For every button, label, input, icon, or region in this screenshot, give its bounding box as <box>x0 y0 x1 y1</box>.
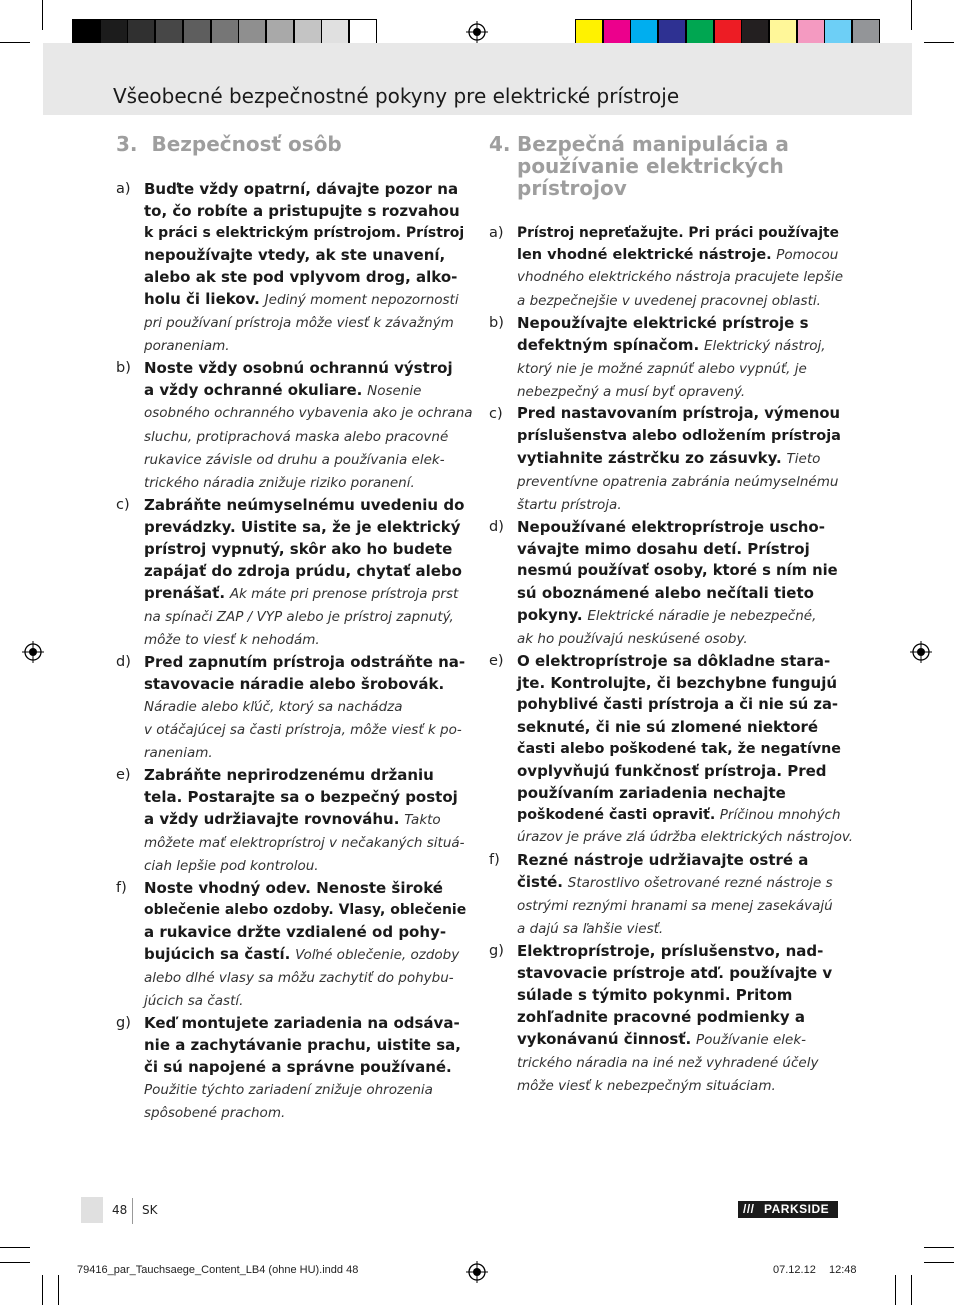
italic-text: Príčinou mnohých <box>719 807 841 823</box>
list-item-label: d) <box>489 519 504 535</box>
text-line <box>144 448 466 471</box>
bold-text: Noste vhodný odev. Nenoste široké <box>144 879 443 897</box>
list-item <box>489 650 854 849</box>
italic-text: Používanie elek- <box>696 1032 807 1048</box>
list-item <box>116 651 466 764</box>
registration-mark-icon <box>466 21 488 43</box>
text-line <box>144 605 466 628</box>
bold-text: Zabráňte neprirodzenému držaniu <box>144 766 434 784</box>
italic-text: ak ho používajú neskúsené osoby. <box>517 631 748 647</box>
bold-text: nie a zachytávanie prachu, uistite sa, <box>144 1036 461 1054</box>
italic-text: vhodného elektrického nástroja pracujete lepšie <box>517 269 844 285</box>
bold-text: Rezné nástroje udržiavajte ostré a <box>517 851 809 869</box>
list-item <box>489 516 841 650</box>
section-3-list <box>116 178 473 1124</box>
bold-text: Keď montujete zariadenia na odsáva- <box>144 1014 460 1032</box>
crop-mark <box>911 0 912 30</box>
italic-text: Starostlivo ošetrované rezné nástroje s <box>567 875 833 891</box>
crop-mark <box>42 0 43 30</box>
text-line <box>144 266 466 288</box>
text-line <box>144 1101 466 1124</box>
text-line <box>144 1012 466 1034</box>
bold-text: súlade s týmito pokynmi. Pritom <box>517 986 793 1004</box>
page-number-tab <box>81 1197 103 1223</box>
logo-slashes: /// <box>743 1202 755 1216</box>
text-line <box>517 244 841 266</box>
text-line <box>144 582 466 605</box>
bold-text: sú oboznámené alebo nečítali tieto <box>517 584 814 602</box>
italic-text: a bezpečnejšie v uvedenej pracovnej oblasti. <box>517 293 821 309</box>
italic-text: úrazov je práve zlá údržba elektrických nástrojov. <box>517 829 854 845</box>
text-line <box>144 494 466 516</box>
bold-text: tela. Postarajte sa o bezpečný postoj <box>144 788 458 806</box>
text-line <box>144 921 466 943</box>
italic-text: trického náradia znižuje riziko poranení. <box>144 475 415 491</box>
bold-text: príslušenstva alebo odložením prístroja <box>517 428 841 444</box>
bold-text: vávajte mimo dosahu detí. Prístroj <box>517 540 810 558</box>
text-line <box>144 379 466 402</box>
italic-text: ostrými reznými hranami sa menej zasekávajú <box>517 898 833 914</box>
bold-text: seknuté, či nie sú zlomené niektoré <box>517 718 819 736</box>
text-line <box>517 312 841 334</box>
text-line <box>517 871 841 894</box>
text-line <box>144 178 466 200</box>
bold-text: nepoužívajte vtedy, ak ste unavení, <box>144 246 446 264</box>
text-line <box>144 471 466 494</box>
list-item <box>116 178 466 357</box>
list-item <box>116 1012 466 1124</box>
italic-text: rukavice závisle od druhu a používania elek- <box>144 452 445 468</box>
text-line <box>144 808 466 831</box>
bold-text: nesmú používať osoby, ktoré s ním nie <box>517 562 838 579</box>
bold-text: k práci s elektrickým prístrojom. Prístroj <box>144 225 465 241</box>
italic-text: štartu prístroja. <box>517 497 622 513</box>
italic-text: raneniam. <box>144 745 213 761</box>
text-line <box>144 943 466 966</box>
list-item-label: c) <box>489 406 503 422</box>
italic-text: Ak máte pri prenose prístroja prst <box>229 586 459 602</box>
text-line <box>517 716 841 738</box>
text-line <box>517 357 841 380</box>
crop-mark <box>911 1275 912 1305</box>
italic-text: preventívne opatrenia zabránia neúmyselnému <box>517 474 839 490</box>
text-line <box>517 334 841 357</box>
text-line <box>517 560 841 582</box>
text-line <box>517 1074 841 1097</box>
bold-text: Buďte vždy opatrní, dávajte pozor na <box>144 180 459 198</box>
brand-logo <box>738 1201 838 1218</box>
list-item <box>489 312 841 403</box>
italic-text: trického náradia na iné než vyhradené účely <box>517 1055 819 1071</box>
slug-time: 12:48 <box>829 1264 857 1276</box>
bold-text: prístroj vypnutý, skôr ako ho budete <box>144 540 453 558</box>
bold-text: Nepoužívajte elektrické prístroje s <box>517 314 809 332</box>
text-line <box>517 1028 841 1051</box>
text-line <box>517 425 841 447</box>
text-line <box>517 604 841 627</box>
logo-text: PARKSIDE <box>764 1202 830 1216</box>
bold-text: pokyny. <box>517 606 583 624</box>
page-number: 48 <box>112 1203 128 1217</box>
list-item <box>116 764 466 877</box>
text-line <box>144 628 466 651</box>
bold-text: O elektroprístroje sa dôkladne stara- <box>517 652 831 670</box>
bold-text: Pred zapnutím prístroja odstráňte na- <box>144 653 466 671</box>
text-line <box>517 222 841 244</box>
bold-text: holu či liekov. <box>144 290 260 308</box>
crop-mark <box>924 1247 954 1248</box>
italic-text: alebo dlhé vlasy sa môžu zachytiť do pohybu- <box>144 970 454 986</box>
italic-text: môžete mať elektroprístroj v nečakaných situá- <box>144 835 465 851</box>
section-title-line: prístrojov <box>517 176 627 200</box>
italic-text: Použitie týchto zariadení znižuje ohrozenia <box>144 1082 433 1098</box>
list-item-label: g) <box>489 943 504 959</box>
list-item-label: f) <box>116 880 127 896</box>
registration-mark-icon <box>22 641 44 663</box>
bold-text: vykonávanú činnosť. <box>517 1030 692 1048</box>
section-title-line: Bezpečná manipulácia a <box>517 132 789 156</box>
text-line <box>517 1051 841 1074</box>
list-item-label: e) <box>116 767 131 783</box>
bold-text: časti alebo poškodené tak, že negatívne <box>517 741 841 757</box>
text-line <box>517 672 841 694</box>
bold-text: Nepoužívané elektroprístroje uscho- <box>517 518 825 536</box>
bold-text: alebo ak ste pod vplyvom drog, alko- <box>144 268 458 286</box>
text-line <box>144 877 466 899</box>
text-line <box>144 516 466 538</box>
bold-text: vytiahnite zástrčku zo zásuvky. <box>517 449 782 467</box>
bold-text: len vhodné elektrické nástroje. <box>517 247 772 263</box>
crop-mark <box>895 1275 896 1305</box>
italic-text: Náradie alebo kľúč, ktorý sa nachádza <box>144 699 403 715</box>
page-title: Všeobecné bezpečnostné pokyny pre elektrické prístroje <box>113 84 680 108</box>
italic-text: nebezpečný a musí byť opravený. <box>517 384 746 400</box>
text-line <box>144 311 466 334</box>
bold-text: čisté. <box>517 873 564 891</box>
text-line <box>517 493 841 516</box>
text-line <box>144 718 466 741</box>
crop-mark <box>924 1262 954 1263</box>
text-line <box>517 694 841 716</box>
list-item <box>116 494 466 651</box>
crop-mark <box>0 42 30 43</box>
text-line <box>517 650 841 672</box>
language-code: SK <box>142 1203 158 1217</box>
bold-text: používaním zariadenia nechajte <box>517 784 786 802</box>
italic-text: Nosenie <box>367 383 422 399</box>
text-line <box>517 849 841 871</box>
bold-text: Zabráňte neúmyselnému uvedeniu do <box>144 496 465 514</box>
section-number: 3. <box>116 132 138 156</box>
text-line <box>144 1034 466 1056</box>
bold-text: prenášať. <box>144 584 226 602</box>
text-line <box>517 627 841 650</box>
text-line <box>517 1006 841 1028</box>
text-line <box>517 894 841 917</box>
section-4-list <box>489 222 854 1097</box>
bold-text: zohľadnite pracovné podmienky a <box>517 1008 805 1026</box>
text-line <box>144 334 466 357</box>
registration-mark-icon <box>910 641 932 663</box>
bold-text: zapájať do zdroja prúdu, chytať alebo <box>144 562 462 580</box>
text-line <box>517 470 841 493</box>
text-line <box>517 538 841 560</box>
text-line <box>144 357 466 379</box>
bold-text: Noste vždy osobnú ochrannú výstroj <box>144 359 453 377</box>
italic-text: ktorý nie je možné zapnúť alebo vypnúť, je <box>517 361 807 377</box>
italic-text: osobného ochranného vybavenia ako je ochrana <box>144 405 473 421</box>
italic-text: poraneniam. <box>144 338 230 354</box>
text-line <box>144 402 473 425</box>
bold-text: Prístroj nepreťažujte. Pri práci používajte <box>517 225 839 241</box>
text-line <box>517 380 841 403</box>
italic-text: Elektrické náradie je nebezpečné, <box>587 608 817 624</box>
text-line <box>144 899 466 921</box>
list-item-label: b) <box>489 315 504 331</box>
italic-text: spôsobené prachom. <box>144 1105 286 1121</box>
text-line <box>144 695 466 718</box>
bold-text: prevádzky. Uistite sa, že je elektrický <box>144 518 461 536</box>
italic-text: júcich sa častí. <box>144 993 244 1009</box>
italic-text: Elektrický nástroj, <box>703 338 826 354</box>
bold-text: to, čo robíte a pristupujte s rozvahou <box>144 202 460 220</box>
list-item-label: e) <box>489 653 504 669</box>
slug-filename: 79416_par_Tauchsaege_Content_LB4 (ohne HU).indd 48 <box>77 1264 359 1276</box>
italic-text: Takto <box>404 812 441 828</box>
crop-mark <box>0 1262 30 1263</box>
text-line <box>144 831 466 854</box>
bold-text: jte. Kontrolujte, či bezchybne fungujú <box>517 674 838 692</box>
text-line <box>144 200 466 222</box>
section-title: Bezpečnosť osôb <box>151 132 342 156</box>
bold-text: stavovacie prístroje atď. používajte v <box>517 964 833 982</box>
text-line <box>517 917 841 940</box>
list-item <box>116 877 466 1012</box>
text-line <box>517 760 841 782</box>
text-line <box>144 764 466 786</box>
text-line <box>517 984 841 1006</box>
bold-text: a vždy ochranné okuliare. <box>144 381 363 399</box>
italic-text: na spínači ZAP / VYP alebo je prístroj zapnutý, <box>144 609 454 625</box>
italic-text: Voľné oblečenie, ozdoby <box>295 947 460 963</box>
list-item-label: c) <box>116 497 130 513</box>
section-title <box>517 133 817 199</box>
list-item-label: d) <box>116 654 131 670</box>
text-line <box>144 538 466 560</box>
text-line <box>144 244 466 266</box>
text-line <box>517 962 841 984</box>
text-line <box>144 673 466 695</box>
text-line <box>517 403 841 425</box>
italic-text: sluchu, protiprachová maska alebo pracovné <box>144 429 449 445</box>
italic-text: Jediný moment nepozornosti <box>264 292 459 308</box>
list-item <box>489 940 841 1097</box>
text-line <box>517 289 841 312</box>
italic-text: a dajú sa ľahšie viesť. <box>517 921 664 937</box>
text-line <box>517 804 841 826</box>
list-item <box>489 222 844 312</box>
bold-text: či sú napojené a správne používané. <box>144 1058 452 1076</box>
italic-text: ciah lepšie pod kontrolou. <box>144 858 319 874</box>
italic-text: pri používaní prístroja môže viesť k závažným <box>144 315 454 331</box>
text-line <box>144 651 466 673</box>
section-title-line: používanie elektrických <box>517 154 784 178</box>
list-item-label: f) <box>489 852 500 868</box>
bold-text: ovplyvňujú funkčnosť prístroja. Pred <box>517 762 827 780</box>
list-item-label: g) <box>116 1015 131 1031</box>
list-item-label: a) <box>489 225 504 241</box>
text-line <box>144 560 466 582</box>
italic-text: môže viesť k nebezpečným situáciam. <box>517 1078 776 1094</box>
text-line <box>517 782 841 804</box>
text-line <box>144 854 466 877</box>
list-item <box>116 357 473 494</box>
crop-mark <box>58 1275 59 1305</box>
list-item <box>489 403 841 516</box>
italic-text: Tieto <box>786 451 821 467</box>
text-line <box>517 516 841 538</box>
bold-text: Pred nastavovaním prístroja, výmenou <box>517 405 841 422</box>
slug-date: 07.12.12 <box>773 1264 816 1276</box>
footer-divider <box>132 1198 133 1224</box>
italic-text: môže to viesť k nehodám. <box>144 632 320 648</box>
text-line <box>144 1078 466 1101</box>
text-line <box>144 989 466 1012</box>
crop-mark <box>924 42 954 43</box>
text-line <box>144 741 466 764</box>
bold-text: poškodené časti opraviť. <box>517 807 716 823</box>
list-item <box>489 849 841 940</box>
crop-mark <box>42 1275 43 1305</box>
text-line <box>517 826 854 849</box>
text-line <box>144 966 466 989</box>
bold-text: pohyblivé časti prístroja a či nie sú za- <box>517 696 839 713</box>
bold-text: bujúcich sa častí. <box>144 945 291 963</box>
section-number: 4. <box>489 132 511 156</box>
bold-text: defektným spínačom. <box>517 336 700 354</box>
bold-text: stavovacie náradie alebo šrobovák. <box>144 675 445 693</box>
text-line <box>517 266 844 289</box>
bold-text: oblečenie alebo ozdoby. Vlasy, oblečenie <box>144 902 467 918</box>
text-line <box>144 288 466 311</box>
registration-mark-icon <box>466 1261 488 1283</box>
list-item-label: a) <box>116 181 131 197</box>
text-line <box>517 447 841 470</box>
text-line <box>517 582 841 604</box>
text-line <box>517 940 841 962</box>
text-line <box>517 738 841 760</box>
crop-mark <box>0 1247 30 1248</box>
bold-text: a rukavice držte vzdialené od pohy- <box>144 923 447 941</box>
text-line <box>144 222 466 244</box>
text-line <box>144 425 466 448</box>
bold-text: a vždy udržiavajte rovnováhu. <box>144 810 400 828</box>
italic-text: v otáčajúcej sa časti prístroja, môže viesť k po- <box>144 722 462 738</box>
list-item-label: b) <box>116 360 131 376</box>
bold-text: Elektroprístroje, príslušenstvo, nad- <box>517 942 824 960</box>
text-line <box>144 1056 466 1078</box>
section-3-heading <box>116 133 342 155</box>
italic-text: Pomocou <box>776 247 839 263</box>
text-line <box>144 786 466 808</box>
